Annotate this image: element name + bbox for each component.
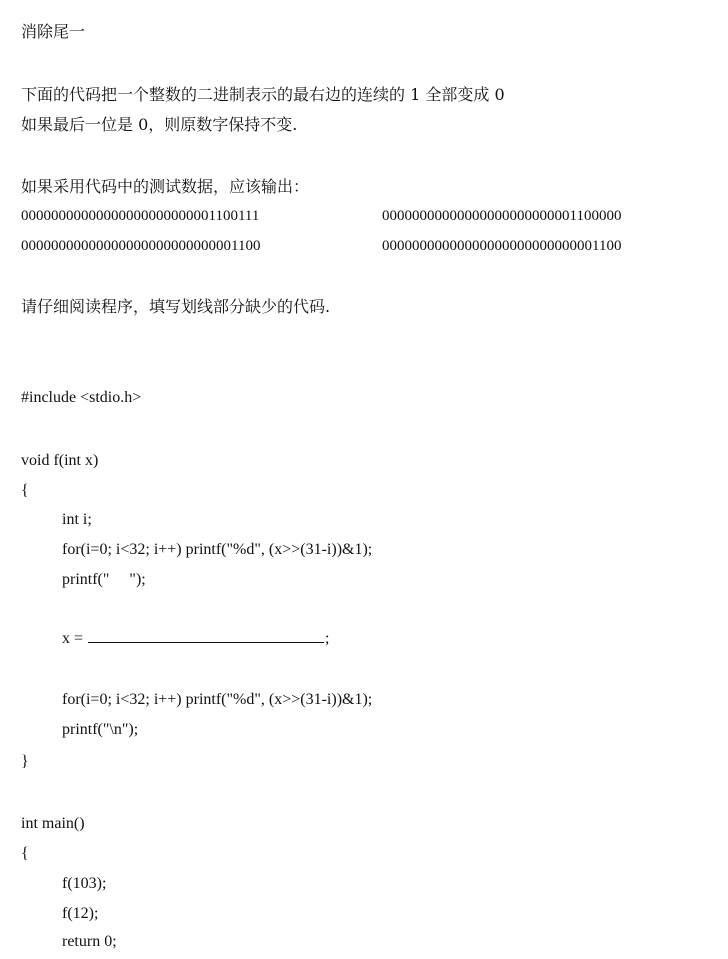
assign-prefix: x = bbox=[62, 630, 88, 647]
code-assign-line bbox=[62, 628, 329, 650]
code-decl: int i; bbox=[62, 511, 92, 528]
code-call-103: f(103); bbox=[62, 875, 107, 892]
assign-suffix: ; bbox=[325, 630, 330, 647]
output-row-1-right: 00000000000000000000000001100000 bbox=[382, 208, 622, 224]
code-func-signature: void f(int x) bbox=[21, 452, 99, 469]
output-row-1-left: 00000000000000000000000001100111 bbox=[21, 208, 260, 224]
code-loop-2: for(i=0; i<32; i++) printf("%d", (x>>(31-i))&1); bbox=[62, 691, 373, 708]
output-row-2-right: 00000000000000000000000000001100 bbox=[382, 238, 622, 254]
code-loop-1: for(i=0; i<32; i++) printf("%d", (x>>(31-i))&1); bbox=[62, 541, 373, 558]
doc-title: 消除尾一 bbox=[21, 22, 86, 41]
output-row-2-left: 00000000000000000000000000001100 bbox=[21, 238, 261, 254]
description-line-1: 下面的代码把一个整数的二进制表示的最右边的连续的 1 全部变成 0 bbox=[21, 85, 505, 104]
instruction: 请仔细阅读程序，填写划线部分缺少的代码. bbox=[21, 297, 331, 316]
code-main-open-brace: { bbox=[21, 845, 29, 862]
code-print-space: printf(" "); bbox=[62, 571, 146, 588]
code-call-12: f(12); bbox=[62, 905, 99, 922]
code-main-signature: int main() bbox=[21, 815, 85, 832]
code-open-brace: { bbox=[21, 482, 29, 499]
code-return: return 0; bbox=[62, 933, 117, 950]
output-intro: 如果采用代码中的测试数据，应该输出： bbox=[21, 177, 310, 196]
code-include: #include <stdio.h> bbox=[21, 389, 142, 406]
description-line-2: 如果最后一位是 0，则原数字保持不变. bbox=[21, 115, 298, 134]
code-print-newline: printf("\n"); bbox=[62, 721, 139, 738]
code-close-brace: } bbox=[21, 753, 29, 770]
fill-in-blank[interactable] bbox=[88, 628, 324, 643]
